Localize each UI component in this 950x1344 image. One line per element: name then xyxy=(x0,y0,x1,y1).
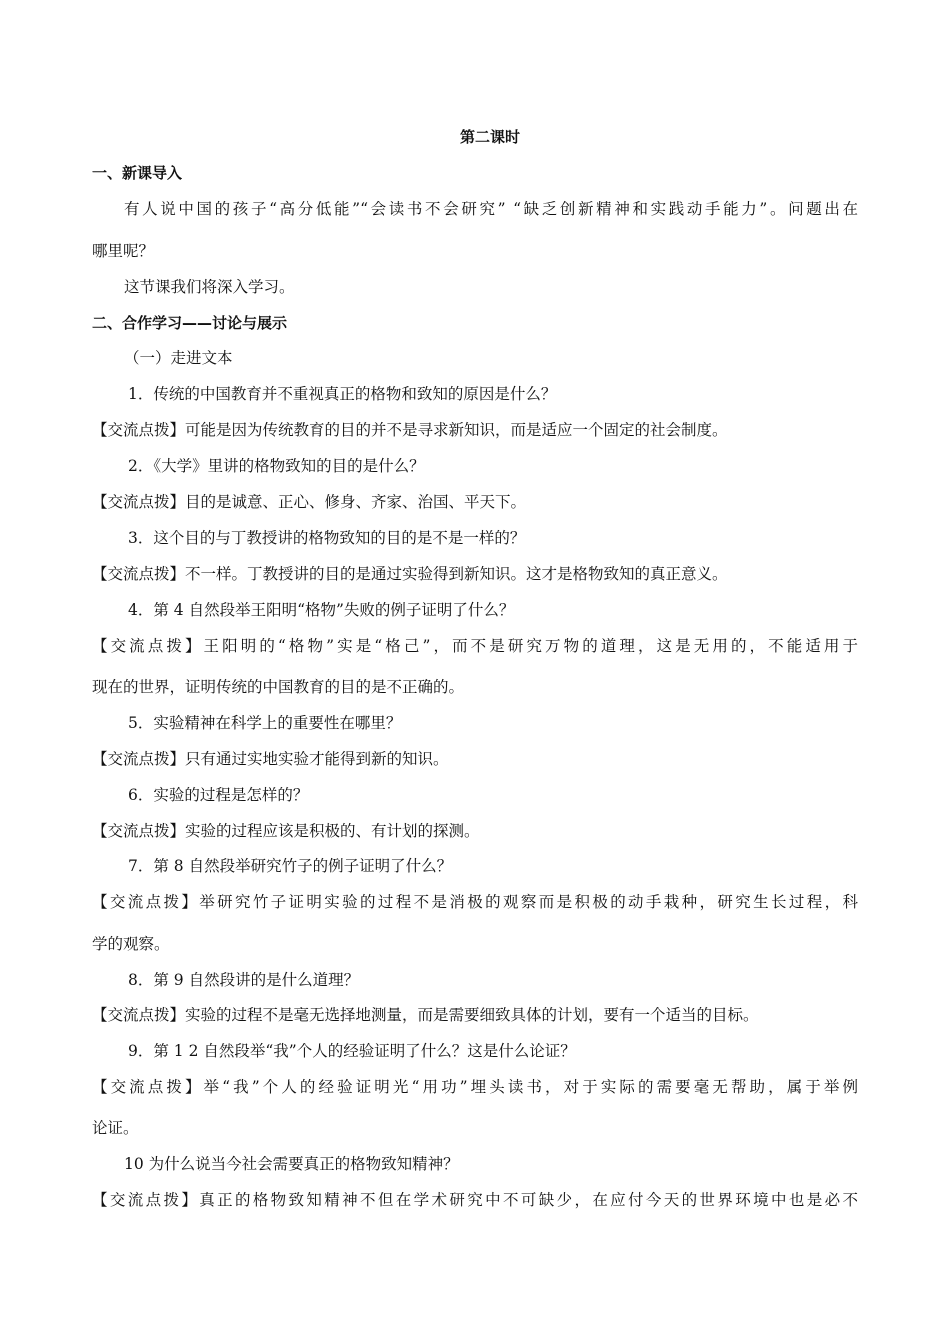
question-item: 5．实验精神在科学上的重要性在哪里？ xyxy=(128,714,402,732)
section-heading-cooperative: 二、合作学习——讨论与展示 xyxy=(92,314,288,332)
section-heading-intro: 一、新课导入 xyxy=(92,164,183,182)
answer-item: 【交流点拨】目的是诚意、正心、修身、齐家、治国、平天下。 xyxy=(92,493,527,511)
question-item: 10 为什么说当今社会需要真正的格物致知精神？ xyxy=(124,1155,459,1173)
intro-paragraph-line: 哪里呢？ xyxy=(92,242,155,260)
answer-item: 【交流点拨】实验的过程应该是积极的、有计划的探测。 xyxy=(92,822,480,840)
answer-item-line: 【交流点拨】王阳明的“格物”实是“格己”，而不是研究万物的道理，这是无用的，不能适用于 xyxy=(92,637,858,655)
question-item: 3．这个目的与丁教授讲的格物致知的目的是不是一样的？ xyxy=(128,529,526,547)
answer-item-line: 学的观察。 xyxy=(92,935,170,953)
answer-item: 【交流点拨】可能是因为传统教育的目的并不是寻求新知识，而是适应一个固定的社会制度。 xyxy=(92,421,728,439)
question-item: 7．第 8 自然段举研究竹子的例子证明了什么？ xyxy=(128,857,453,875)
question-item: 1．传统的中国教育并不重视真正的格物和致知的原因是什么？ xyxy=(128,385,557,403)
question-item: 4．第 4 自然段举王阳明“格物”失败的例子证明了什么？ xyxy=(128,601,515,619)
answer-item-line: 现在的世界，证明传统的中国教育的目的是不正确的。 xyxy=(92,678,465,696)
intro-paragraph-line: 有人说中国的孩子“高分低能”“会读书不会研究” “缺乏创新精神和实践动手能力”。问题出在 xyxy=(124,200,858,218)
subsection-heading: （一）走进文本 xyxy=(124,349,233,367)
answer-item: 【交流点拨】实验的过程不是毫无选择地测量，而是需要细致具体的计划，要有一个适当的目标。 xyxy=(92,1006,759,1024)
answer-item-line: 【交流点拨】举研究竹子证明实验的过程不是消极的观察而是积极的动手栽种，研究生长过程，科 xyxy=(92,893,858,911)
question-item: 2．《大学》里讲的格物致知的目的是什么？ xyxy=(128,457,425,475)
intro-paragraph: 这节课我们将深入学习。 xyxy=(124,278,295,296)
answer-item-line: 论证。 xyxy=(92,1119,139,1137)
answer-item: 【交流点拨】不一样。丁教授讲的目的是通过实验得到新知识。这才是格物致知的真正意义。 xyxy=(92,565,728,583)
answer-item: 【交流点拨】只有通过实地实验才能得到新的知识。 xyxy=(92,750,449,768)
answer-item-line: 【交流点拨】举“我”个人的经验证明光“用功”埋头读书，对于实际的需要毫无帮助，属于举例 xyxy=(92,1078,858,1096)
question-item: 8．第 9 自然段讲的是什么道理？ xyxy=(128,971,360,989)
question-item: 6．实验的过程是怎样的？ xyxy=(128,786,309,804)
answer-item-line: 【交流点拨】真正的格物致知精神不但在学术研究中不可缺少，在应付今天的世界环境中也是必不 xyxy=(92,1191,858,1209)
question-item: 9．第 1 2 自然段举“我”个人的经验证明了什么？这是什么论证？ xyxy=(128,1042,576,1060)
page-title: 第二课时 xyxy=(459,128,520,146)
